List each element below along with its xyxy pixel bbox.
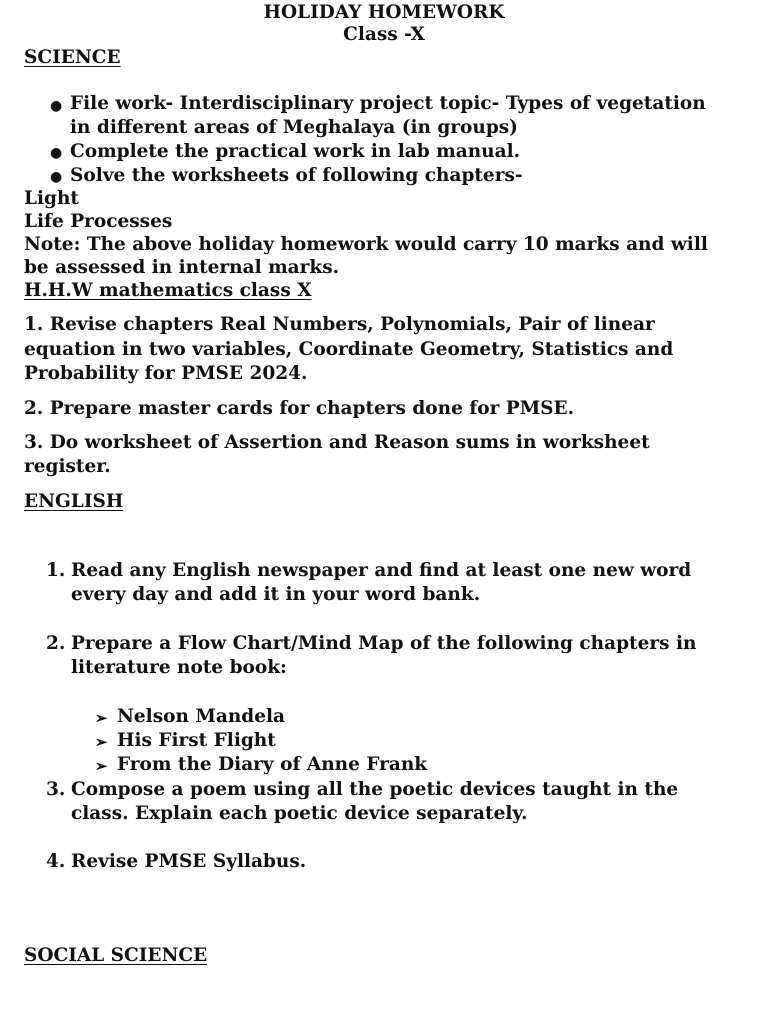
class-label: Class -X [343, 24, 425, 45]
science-chapter-1: Light [24, 188, 79, 209]
bullet-icon: ● [50, 98, 63, 114]
english-item-1-line2: every day and add it in your word bank. [71, 584, 481, 605]
science-note-line2: be assessed in internal marks. [24, 257, 340, 278]
english-item-3-number: 3. [46, 779, 66, 800]
bullet-icon: ● [50, 169, 63, 185]
maths-item-1-line2: equation in two variables, Coordinate Geometry, Statistics and [24, 339, 674, 360]
english-item-3-line1: Compose a poem using all the poetic devices taught in the [71, 779, 679, 800]
english-chapter-3: From the Diary of Anne Frank [117, 754, 428, 775]
english-item-2-number: 2. [46, 633, 66, 654]
english-item-4-line1: Revise PMSE Syllabus. [71, 851, 307, 872]
english-item-1-number: 1. [46, 560, 66, 581]
maths-item-2: 2. Prepare master cards for chapters done for PMSE. [24, 398, 575, 419]
social-science-heading: SOCIAL SCIENCE [24, 945, 208, 966]
english-chapter-1: Nelson Mandela [117, 706, 285, 727]
arrow-bullet-icon: ➢ [95, 733, 108, 751]
maths-heading: H.H.W mathematics class X [24, 280, 312, 301]
english-item-2-line1: Prepare a Flow Chart/Mind Map of the following chapters in [71, 633, 697, 654]
english-item-3-line2: class. Explain each poetic device separately. [71, 803, 528, 824]
english-chapter-2: His First Flight [117, 730, 276, 751]
arrow-bullet-icon: ➢ [95, 757, 108, 775]
arrow-bullet-icon: ➢ [95, 709, 108, 727]
science-chapter-2: Life Processes [24, 211, 173, 232]
english-heading: ENGLISH [24, 491, 124, 512]
science-bullet-3: Solve the worksheets of following chapters- [70, 165, 523, 186]
page-title: HOLIDAY HOMEWORK [263, 2, 505, 23]
bullet-icon: ● [50, 145, 63, 161]
maths-item-1-line3: Probability for PMSE 2024. [24, 363, 308, 384]
english-item-1-line1: Read any English newspaper and find at least one new word [71, 560, 692, 581]
maths-item-3-line1: 3. Do worksheet of Assertion and Reason sums in worksheet [24, 432, 650, 453]
english-item-4-number: 4. [46, 851, 66, 872]
maths-item-3-line2: register. [24, 456, 111, 477]
science-bullet-2: Complete the practical work in lab manual. [70, 141, 521, 162]
maths-item-1-line1: 1. Revise chapters Real Numbers, Polynomials, Pair of linear [24, 314, 655, 335]
science-heading: SCIENCE [24, 47, 121, 68]
english-item-2-line2: literature note book: [71, 657, 287, 678]
science-bullet-1-line2: in different areas of Meghalaya (in groups) [70, 117, 518, 138]
science-note-line1: Note: The above holiday homework would carry 10 marks and will [24, 234, 708, 255]
science-bullet-1-line1: File work- Interdisciplinary project topic- Types of vegetation [70, 93, 706, 114]
